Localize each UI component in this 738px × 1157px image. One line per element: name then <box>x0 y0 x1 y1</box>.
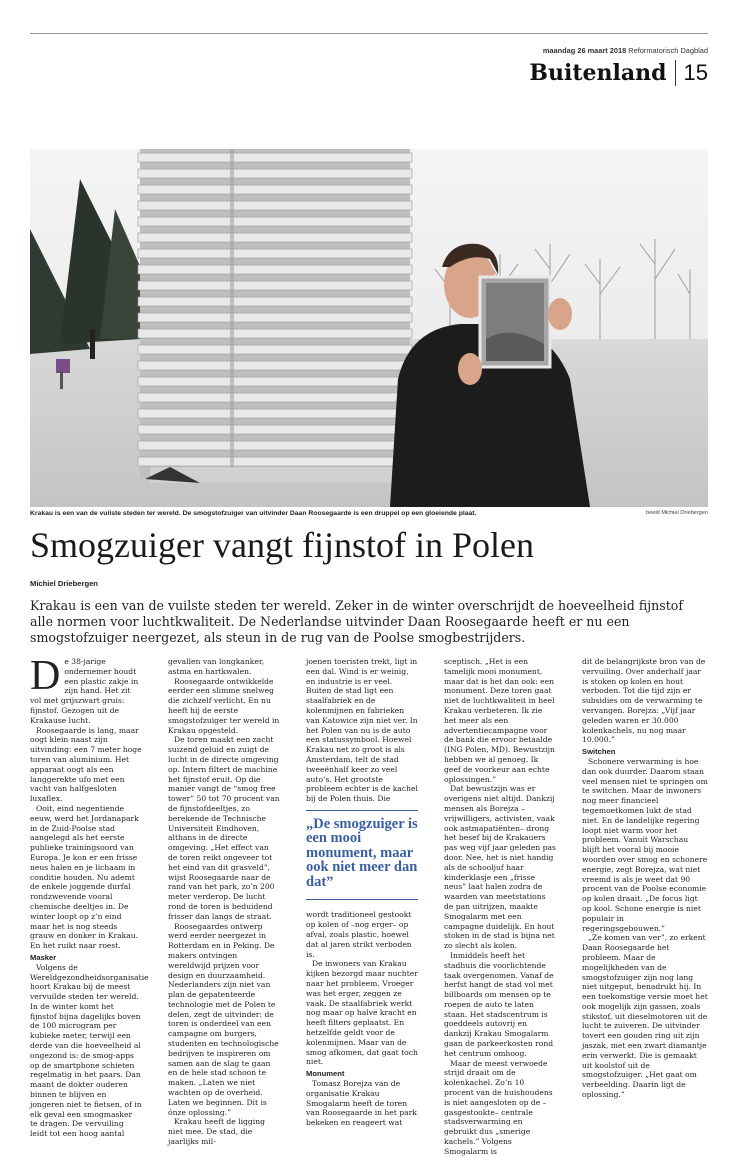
article-column-1 <box>30 653 149 1139</box>
photo-credit: beeld Michiel Driebergen <box>646 510 708 516</box>
section-name: Buitenland <box>529 60 667 86</box>
paragraph: gevallen van longkanker, astma en hartkwalen. <box>168 657 265 676</box>
paragraph: Krakau heeft de ligging niet mee. De stad, die jaarlijks mil- <box>168 1117 265 1147</box>
subhead: Monument <box>306 1069 345 1079</box>
article-column-4 <box>444 657 556 1157</box>
paragraph: Schonere verwarming is hoe dan ook duurder. Daarom staan veel mensen niet te springen om te switchen. Maar de inwoners nog meer financieel tegemoetkomen lukt de stad niet. En de landelijke regering loopt niet warm voor het probleem. Vanuit Warschau blijft het vooral bij mooie woorden over smog en schonere energie, zegt Borejza, wat niet vreemd is als je weet dat 90 procent van de Poolse economie op kolen draait. „De focus ligt op kool. Schone energie is niet populair in regeringsgebouwen.” <box>582 756 708 933</box>
paragraph: Roosegaardes ontwerp werd eerder neergezet in Rotterdam en in Peking. De makers ontvingen wereldwijd prijzen voor design en duurzaamheid. Nederlanders zijn niet van plan de gepatenteerde technologie met de Polen te delen, zegt de uitvinder: de toren is onderdeel van een campagne om burgers, studenten en technologische bedrijven te inspireren om samen aan de slag te gaan en de hele stad schoon te maken. „Laten we niet wachten op de overheid. Laten we beginnen. Dit is ónze oplossing.” <box>168 921 279 1117</box>
caption-text: Krakau is een van de vuilste steden ter wereld. De smogstofzuiger van uitvinder Daan Roosegaarde is een druppel op een gloeiende plaat. <box>30 510 477 517</box>
paragraph: joenen toeristen trekt, ligt in een dal. Wind is er weinig, en industrie is er veel. Buiten de stad ligt een staalfabriek en de kolenmijnen en fabrieken van Katowice zijn niet ver. In het Polen van nu is de auto een statussymbool. Hoewel Krakau net zo groot is als Amsterdam, telt de stad tweeënhalf keer zo veel auto’s. Het grootste probleem echter is de kachel bij de Polen thuis. Die <box>306 657 418 804</box>
first-paragraph: De 38-jarige ondernemer houdt een plastic zakje in zijn hand. Het zit vol met grijszwart gruis: fijnstof. Gezogen uit de Krakause lucht. <box>30 653 139 725</box>
byline: Michiel Driebergen <box>30 579 98 588</box>
paragraph: Dat bewustzijn was er overigens niet altijd. Dankzij mensen als Borejza –vrijwilligers, activisten, vaak ook astmapatiënten– drong het besef bij de Krakauers pas weg vijf jaar geleden pas door. Nee, het is niet handig als de schooljuf haar kinderklasje een „frisse neus” laat halen zodra de waarden van meetstations de pan uitrijzen, maakte Smogalarm met een campagne duidelijk. En hout stoken in de stad is bijna net zo slecht als kolen. <box>444 784 556 951</box>
paragraph: Roosegaarde is lang, maar oogt klein naast zijn uitvinding: een 7 meter hoge toren van aluminium. Het apparaat oogt als een langgerekte ufo met een vacht van halfgesloten luxaflex. <box>30 725 142 804</box>
paragraph: Roosegaarde ontwikkelde eerder een slimme snelweg die zichzelf verlicht. En nu heeft hij de eerste smogstofzuiger ter wereld in Krakau opgesteld. <box>168 676 280 735</box>
paragraph: Ooit, eind negentiende eeuw, werd het Jordanapark in de Zuid-Poolse stad aangelegd als het eerste publieke trainingsoord van Europa. Je kon er een frisse neus halen en je lichaam in conditie houden. Nu ademt de enkele joggende durfal rondzwevende vooral chemische deeltjes in. De winter loopt op z’n eind maar het is nog steeds grauw en donker in Krakau. En het ruikt naar roest. <box>30 803 139 951</box>
paper-name: Reformatorisch Dagblad <box>628 46 708 55</box>
smog-tower <box>138 149 412 483</box>
drop-cap: D <box>30 653 61 699</box>
paragraph: „Ze komen van ver”, zo erkent Daan Roosegaarde het probleem. Maar de mogelijkheden van de smogstofzuiger zijn nog lang niet uitgeput, benadrukt hij. In een toekomstige versie moet het ook mogelijk zijn gassen, zoals stikstof, uit dieselmotoren uit de lucht te zuiveren. De uitvinder tovert een gouden ring uit zijn jaszak, met een zwart diamantje erin verwerkt. Die is gemaakt uit koolstof uit de smogstofzuiger. „Het gaat om verbeelding. Daarin ligt de oplossing.” <box>582 933 708 1100</box>
section-header <box>529 60 708 86</box>
paragraph: dit de belangrijkste bron van de vervuiling. Over anderhalf jaar is stoken op kolen en hout verboden. Tot die tijd zijn er subsidies om de verwarming te vervangen. Borejza: „Vijf jaar geleden waren er 30.000 kolenkachels, nu nog maar 10.000.” <box>582 657 706 745</box>
article-column-3 <box>306 657 418 1128</box>
headline: Smogzuiger vangt fijnstof in Polen <box>30 525 534 565</box>
dateline <box>543 46 708 55</box>
article-photo <box>30 149 708 507</box>
paragraph: De inwoners van Krakau kijken bezorgd maar nuchter naar het probleem. Vroeger was het erger, zeggen ze vaak. De staalfabriek werkt nog maar op halve kracht en heeft filters geplaatst. En hetzelfde geldt voor de kolenmijnen. Maar van de smog afkomen, dat gaat toch niet. <box>306 959 418 1067</box>
section-divider <box>675 60 676 86</box>
paragraph: De toren maakt een zacht suizend geluid en zuigt de lucht in de directe omgeving op. Intern filtert de machine het fijnstof eruit. Op die manier vangt de “smog free tower” 50 tot 70 procent van de fijnstofdeeltjes, zo berekende de Technische Universiteit Eindhoven, althans in de directe omgeving. „Het effect van de toren reikt ongeveer tot het eind van dit grasveld”, wijst Roosegaarde naar de rand van het park, zo’n 200 meter verderop. De lucht rond de toren is beduidend frisser dan langs de straat. <box>168 735 280 921</box>
pull-quote: „De smogzuiger is een mooi monument, maar ook niet meer dan dat” <box>306 810 418 901</box>
paragraph: Volgens de Wereldgezondheidsorganisatie hoort Krakau bij de meest vervuilde steden ter wereld. In de winter komt het fijnstof bijna dagelijks boven de 100 microgram per kubieke meter, terwijl een derde van die hoeveelheid al ongezond is: de smog-apps op de smartphone schieten regelmatig in het paars. Dan maant de dokter ouderen binnen te blijven en jongeren niet te fietsen, of in elk geval een smogmasker te dragen. De vervuiling leidt tot een hoog aantal <box>30 962 149 1139</box>
top-rule <box>30 33 708 34</box>
paragraph: Tomasz Borejza van de organisatie Krakau Smogalarm heeft de toren van Roosegaarde in het park bekeken en reageert wat <box>306 1079 417 1128</box>
photo-caption <box>30 510 708 517</box>
article-column-2 <box>168 657 280 1147</box>
photo-illustration <box>30 149 708 507</box>
paragraph: wordt traditioneel gestookt op kolen of –nog erger– op afval, zoals plastic, hoewel dat al jaren strikt verboden is. <box>306 910 412 959</box>
paragraph: Inmiddels heeft het stadhuis die voorlichtende taak overgenomen. Vanaf de herfst hangt de stad vol met billboards om mensen op te roepen de auto te laten staan. Het stadscentrum is goeddeels autovrij en dankzij Krakau Smogalarm gaan de parkeerkosten rond het centrum omhoog. <box>444 950 554 1058</box>
paragraph: sceptisch. „Het is een tamelijk mooi monument, maar dat is het dan ook: een monument. Deze toren gaat niet de luchtkwaliteit in heel Krakau verbeteren. Ik zie het meer als een advertentiecampagne voor de bank die ervoor betaalde (ING Polen, MD). Bewustzijn hebben we al genoeg. Ik geef de voorkeur aan echte oplossingen.” <box>444 657 555 784</box>
article-column-5 <box>582 657 708 1100</box>
subhead: Masker <box>30 952 57 962</box>
date: maandag 26 maart 2018 <box>542 46 627 55</box>
subhead: Switchen <box>582 747 616 757</box>
page-number: 15 <box>683 60 708 85</box>
lead-paragraph: Krakau is een van de vuilste steden ter wereld. Zeker in de winter overschrijdt de hoeveelheid fijnstof alle normen voor luchtkwaliteit. De Nederlandse uitvinder Daan Roosegaarde heeft er nu een smogstofzuiger neergezet, als steun in de rug van de Poolse smogbestrijders. <box>30 598 684 645</box>
paragraph: Maar de meest verwoede strijd draait om de kolenkachel. Zo’n 10 procent van de huishoudens is niet aangesloten op de –gasgestookte– centrale stadsverwarming en gebruikt dus „smerige kachels.” Volgens Smogalarm is <box>444 1058 553 1156</box>
